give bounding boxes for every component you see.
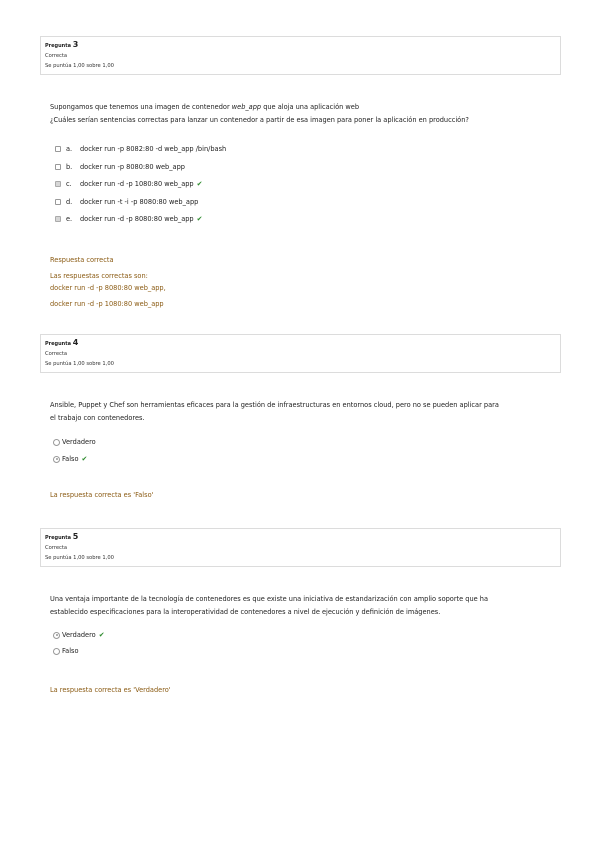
q4-option-falso[interactable]: Falso ✔ — [53, 454, 87, 464]
checkbox-checked[interactable] — [55, 216, 61, 222]
q3-question-text: Supongamos que tenemos una imagen de contenedor web_app que aloja una aplicación web ¿Cuáles serían sentencias correctas para lanzar un contenedor a partir de esa imagen para poner la aplicación en producción? — [50, 103, 469, 124]
checkbox[interactable] — [55, 146, 61, 152]
q3-option-d[interactable]: d. docker run -t -i -p 8080:80 web_app — [55, 197, 198, 207]
q3-option-b[interactable]: b. docker run -p 8080:80 web_app — [55, 162, 185, 172]
checkbox-checked[interactable] — [55, 181, 61, 187]
q4-question-text: Ansible, Puppet y Chef son herramientas eficaces para la gestión de infraestructuras en entornos cloud, pero no se pueden aplicar para el trabajo con contenedores. — [50, 401, 499, 422]
q3-status: Correcta — [45, 53, 68, 59]
q4-info-box — [40, 334, 561, 373]
q4-status: Correcta — [45, 351, 68, 357]
checkbox[interactable] — [55, 199, 61, 205]
q5-option-verdadero[interactable]: Verdadero ✔ — [53, 630, 105, 640]
q5-grade: Se puntúa 1,00 sobre 1,00 — [45, 555, 114, 561]
q3-grade: Se puntúa 1,00 sobre 1,00 — [45, 63, 114, 69]
q3-info-box — [40, 36, 561, 75]
q4-title: Pregunta 4 — [45, 338, 79, 347]
q3-title: Pregunta 3 — [45, 40, 79, 49]
radio-selected[interactable] — [53, 456, 60, 463]
check-icon: ✔ — [196, 180, 203, 188]
q5-feedback: La respuesta correcta es 'Verdadero' — [50, 686, 171, 694]
q5-status: Correcta — [45, 545, 68, 551]
q3-feedback: Respuesta correcta Las respuestas correctas son: docker run -d -p 8080:80 web_app, docker run -d -p 1080:80 web_app — [50, 256, 166, 308]
check-icon: ✔ — [98, 631, 105, 639]
q5-title: Pregunta 5 — [45, 532, 79, 541]
q5-question-text: Una ventaja importante de la tecnología de contenedores es que existe una iniciativa de estandarización con amplio soporte que ha establecido especificaciones para la interoperatividad de contenedores a nivel de ejecución y definición de imágenes. — [50, 595, 489, 616]
q3-option-e[interactable]: e. docker run -d -p 8080:80 web_app ✔ — [55, 214, 203, 224]
q4-option-verdadero[interactable]: Verdadero — [53, 437, 96, 447]
q5-option-falso[interactable]: Falso — [53, 646, 79, 656]
radio[interactable] — [53, 439, 60, 446]
q5-info-box — [40, 528, 561, 567]
q3-option-c[interactable]: c. docker run -d -p 1080:80 web_app ✔ — [55, 179, 203, 189]
radio-selected[interactable] — [53, 632, 60, 639]
q4-feedback: La respuesta correcta es 'Falso' — [50, 491, 154, 499]
radio[interactable] — [53, 648, 60, 655]
q4-grade: Se puntúa 1,00 sobre 1,00 — [45, 361, 114, 367]
check-icon: ✔ — [81, 455, 88, 463]
q3-option-a[interactable]: a. docker run -p 8082:80 -d web_app /bin/bash — [55, 144, 226, 154]
check-icon: ✔ — [196, 215, 203, 223]
checkbox[interactable] — [55, 164, 61, 170]
